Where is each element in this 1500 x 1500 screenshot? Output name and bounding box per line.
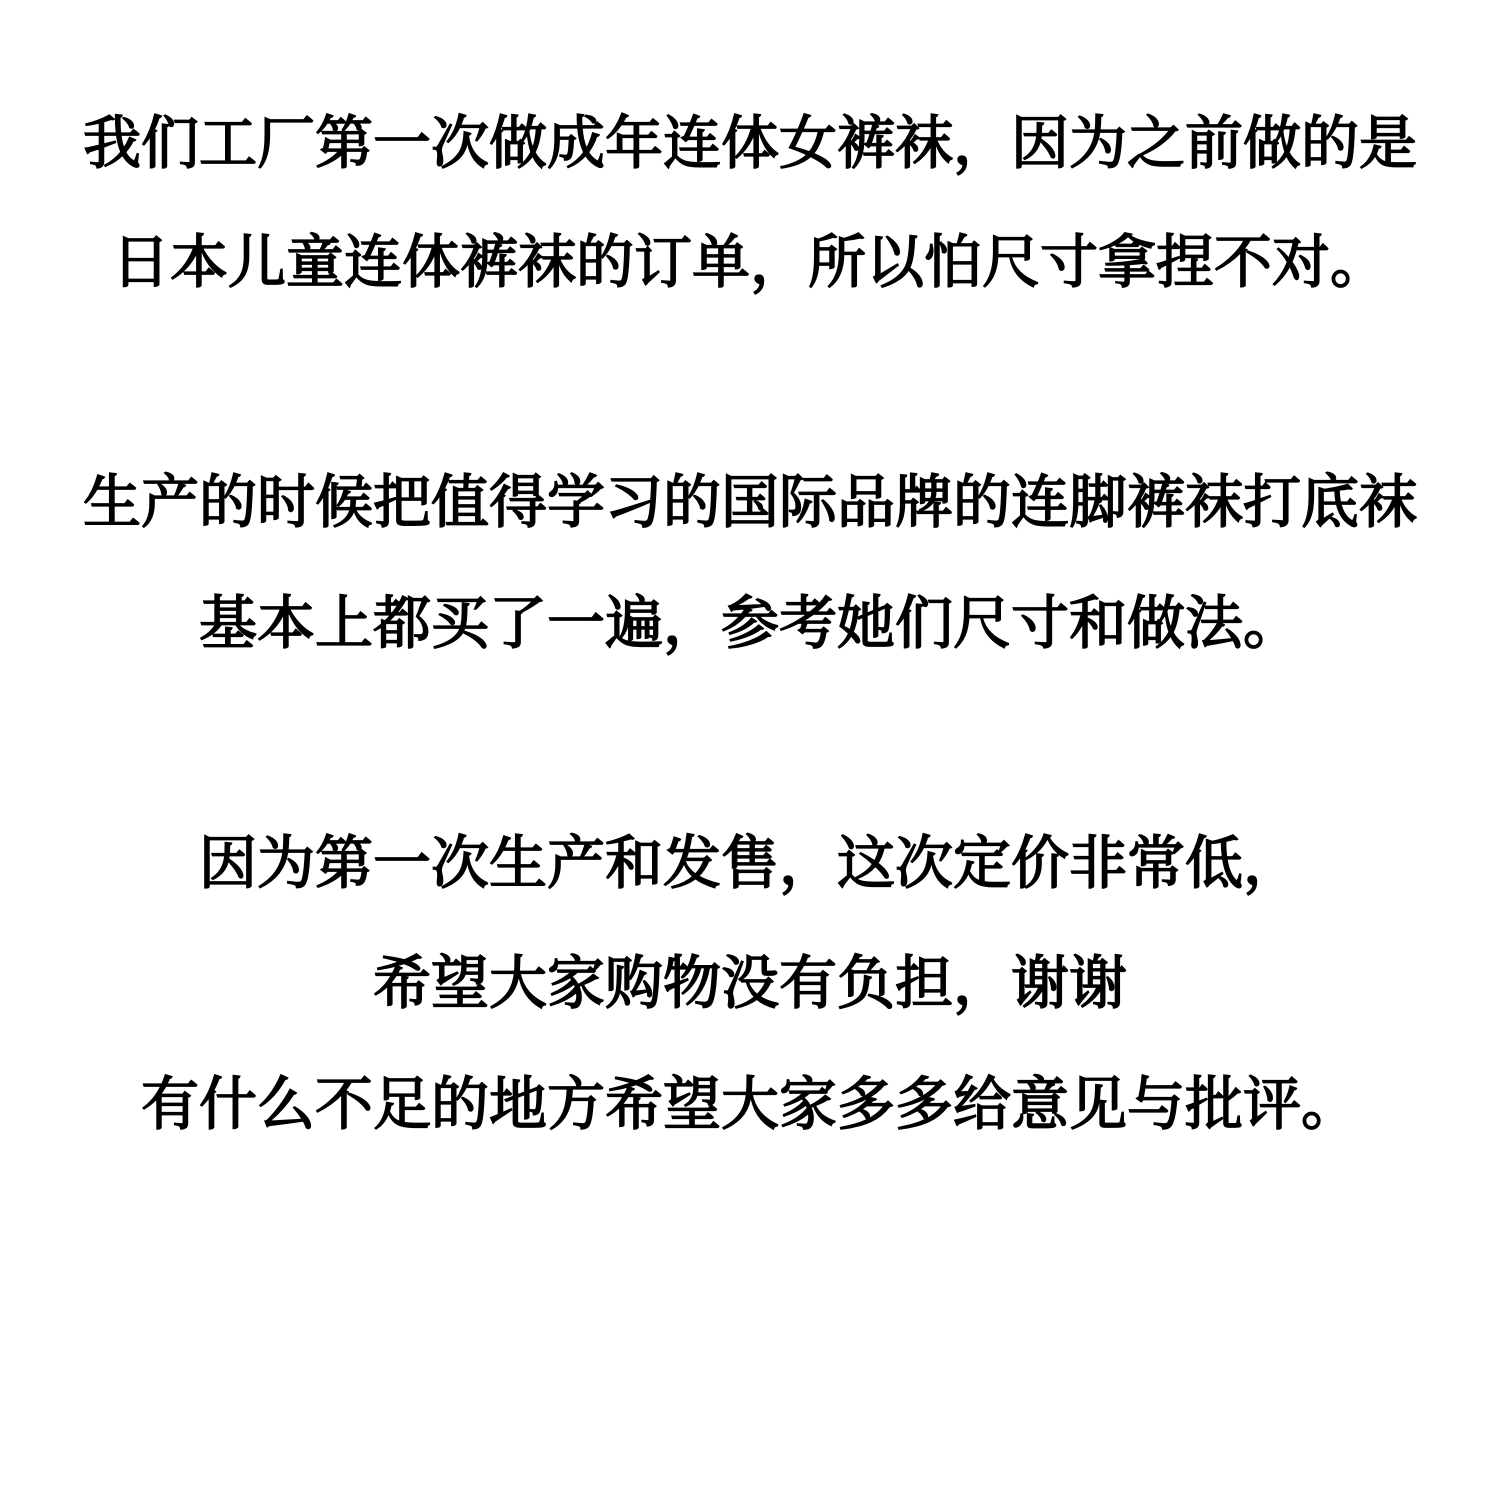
text-line: 有什么不足的地方希望大家多多给意见与批评。 xyxy=(140,1070,1359,1138)
text-line: 希望大家购物没有负担，谢谢 xyxy=(372,949,1127,1017)
text-line: 我们工厂第一次做成年连体女裤袜，因为之前做的是 xyxy=(82,109,1417,177)
text-line: 日本儿童连体裤袜的订单，所以怕尺寸拿捏不对。 xyxy=(111,228,1388,296)
text-line: 基本上都买了一遍，参考她们尺寸和做法。 xyxy=(198,589,1301,657)
text-line: 因为第一次生产和发售，这次定价非常低， xyxy=(198,829,1301,897)
text-line: 生产的时候把值得学习的国际品牌的连脚裤袜打底袜 xyxy=(82,468,1417,536)
